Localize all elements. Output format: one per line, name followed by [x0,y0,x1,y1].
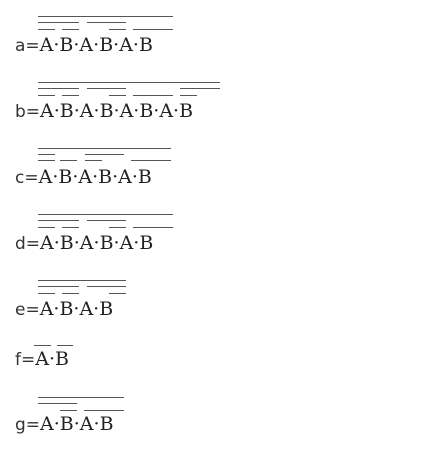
expression-f-label: f= [15,350,36,370]
expression-a-label: a= [15,36,40,56]
overbar [133,95,173,96]
overbar [62,227,79,228]
expression-g-formula: A·B·A·B [40,413,114,435]
overbar [38,293,55,294]
overbar [38,403,77,404]
expression-b-formula: A·B·A·B·A·B·A·B [40,100,194,122]
overbar [109,29,126,30]
expression-c-label: c= [15,168,39,188]
overbar [62,29,79,30]
expression-f-formula: A·B [35,348,69,370]
overbar [84,410,124,411]
overbar [131,160,171,161]
expression-e [15,298,113,320]
overbar [38,220,79,221]
expression-e-label: e= [15,300,40,320]
expression-b [15,100,193,122]
expression-c-formula: A·B·A·B·A·B [38,166,152,188]
overbar [38,154,55,155]
expression-d-label: d= [15,234,41,254]
overbar [38,82,220,83]
overbar [109,293,126,294]
overbar [38,88,79,89]
overbar [85,160,102,161]
overbar [38,397,124,398]
overbar [38,29,55,30]
overbar [109,95,126,96]
overbar [62,293,79,294]
expression-d [15,232,153,254]
overbar [38,227,55,228]
expression-a-formula: A·B·A·B·A·B [39,34,153,56]
overbar [38,214,173,215]
overbar [180,88,220,89]
overbar [133,29,173,30]
overbar [87,220,126,221]
overbar [38,95,55,96]
overbar [38,160,55,161]
overbar [87,88,126,89]
overbar [109,227,126,228]
overbar [38,22,79,23]
overbar [38,280,126,281]
expression-g [15,413,114,435]
overbar [34,345,51,346]
overbar [57,345,73,346]
expression-c [15,166,152,188]
expression-b-label: b= [15,102,41,122]
overbar [38,286,79,287]
overbar [133,227,173,228]
expression-e-formula: A·B·A·B [39,298,114,320]
expression-d-formula: A·B·A·B·A·B [40,232,154,254]
overbar [87,22,126,23]
overbar [60,160,77,161]
expression-g-label: g= [15,415,41,435]
expression-a [15,34,153,56]
expression-f [15,348,69,370]
overbar [87,286,126,287]
overbar [60,410,77,411]
overbar [62,95,79,96]
overbar [180,95,197,96]
overbar [85,154,124,155]
overbar [38,148,171,149]
overbar [38,16,173,17]
